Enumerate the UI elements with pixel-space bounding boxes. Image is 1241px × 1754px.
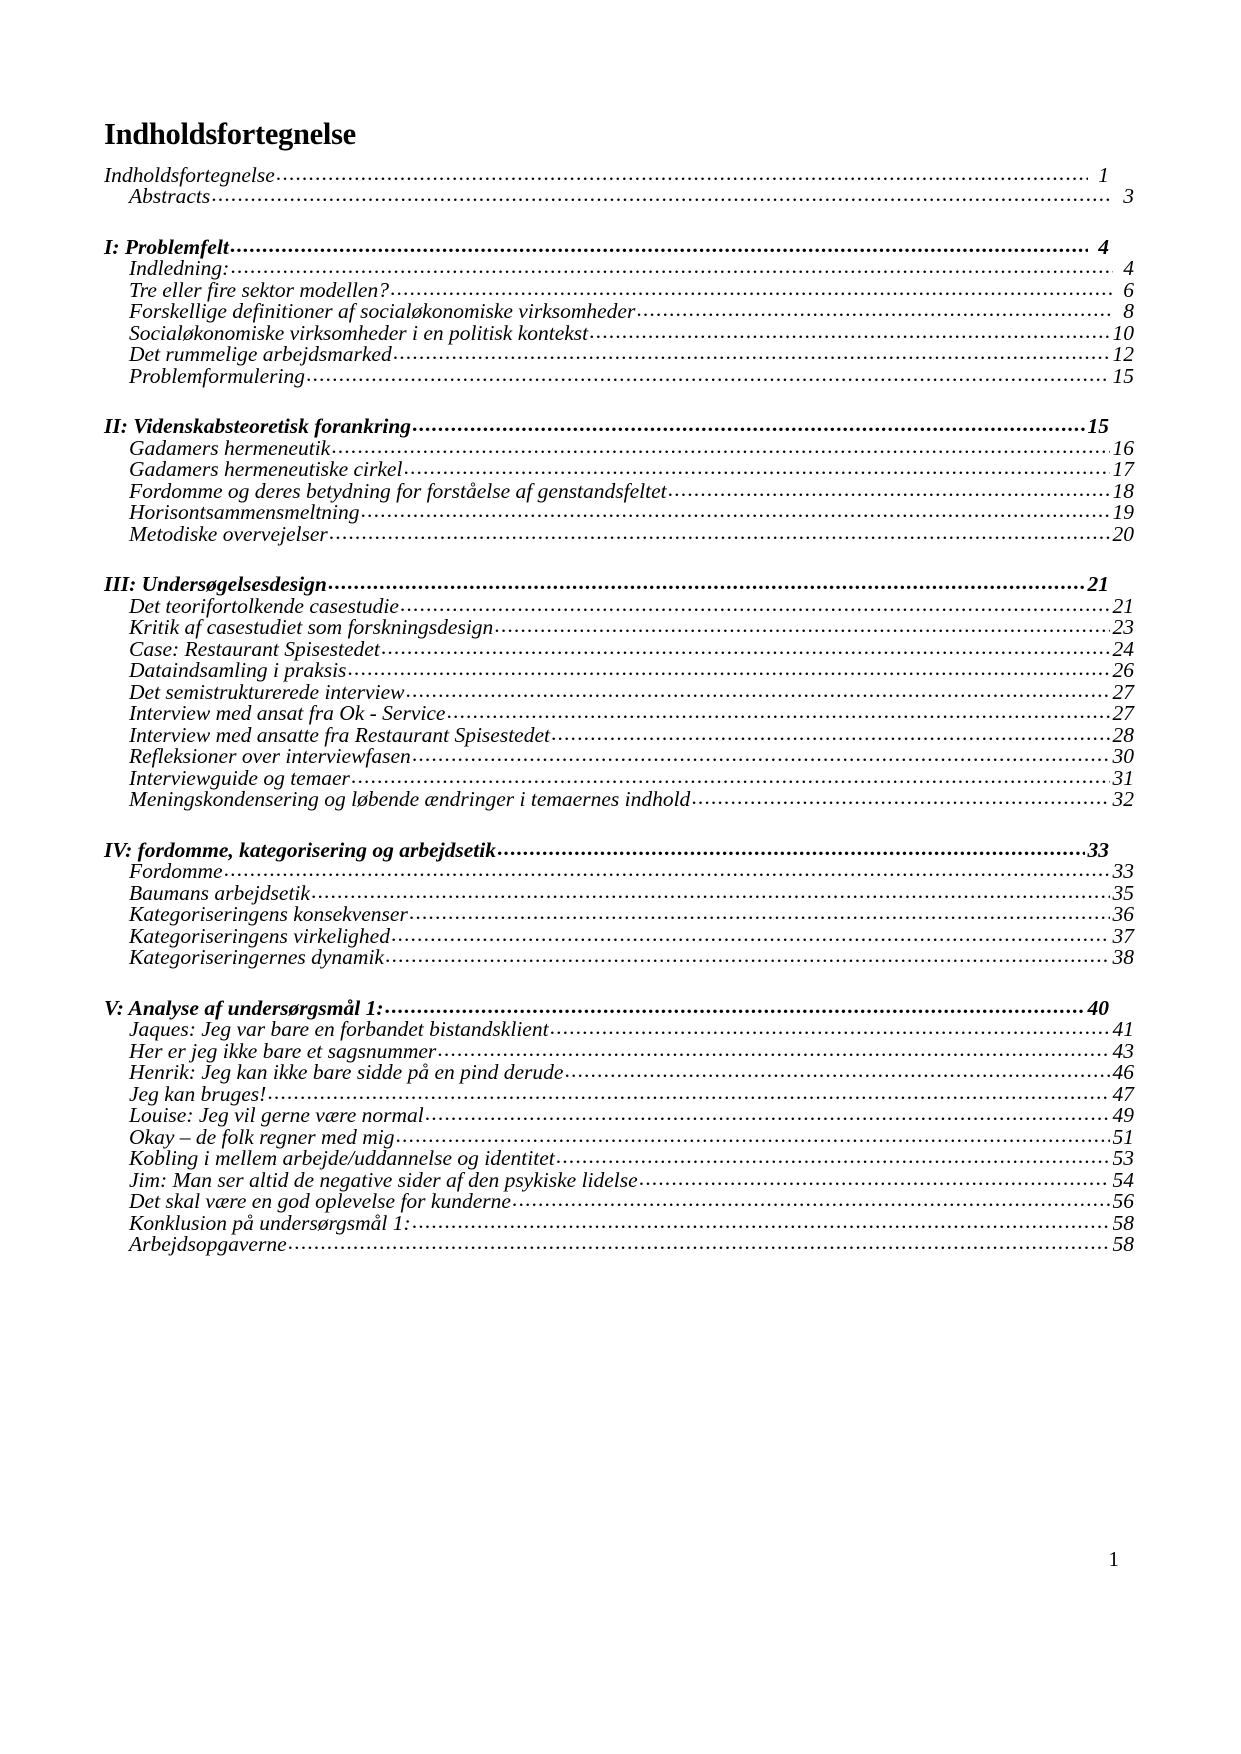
- toc-entry-label: Meningskondensering og løbende ændringer i temaernes indhold: [129, 787, 691, 812]
- toc-entry[interactable]: [104, 416, 1109, 438]
- toc-entry[interactable]: [129, 277, 1134, 302]
- toc-entry-page-number: 37: [1112, 923, 1134, 948]
- toc-leader-dots: [267, 1084, 1109, 1106]
- toc-entry-label: I: Problemfelt: [104, 234, 229, 259]
- toc-entry-label: Det skal være en god oplevelse for kunderne: [129, 1189, 511, 1214]
- toc-entry-page-number: 28: [1112, 722, 1134, 747]
- toc-entry-label: Kategoriseringernes dynamik: [129, 945, 384, 970]
- page-title: Indholdsfortegnelse: [104, 117, 356, 151]
- toc-entry-label: Gadamers hermeneutik: [129, 435, 331, 460]
- toc-entry-page-number: 6: [1123, 277, 1134, 302]
- toc-entry-page-number: 53: [1112, 1146, 1134, 1171]
- toc-entry-page-number: 31: [1112, 765, 1134, 790]
- toc-leader-dots: [437, 1041, 1109, 1063]
- toc-entry-label: Abstracts: [129, 184, 211, 209]
- toc-entry-label: Det semistrukturerede interview: [129, 679, 405, 704]
- toc-content: [104, 117, 1134, 1257]
- toc-entry-page-number: 40: [1087, 995, 1109, 1020]
- toc-entry-page-number: 21: [1112, 593, 1134, 618]
- toc-entry[interactable]: [129, 1081, 1134, 1106]
- toc-entry-page-number: 4: [1123, 256, 1134, 281]
- toc-entry-page-number: 58: [1112, 1232, 1134, 1257]
- toc-leader-dots: [589, 323, 1109, 345]
- toc-entry-page-number: 27: [1112, 701, 1134, 726]
- toc-entry-label: Metodiske overvejelser: [129, 521, 328, 546]
- toc-leader-dots: [306, 366, 1110, 388]
- toc-entry-page-number: 23: [1112, 615, 1134, 640]
- toc-entry-label: Okay – de folk regner med mig: [129, 1124, 395, 1149]
- toc-entry[interactable]: [129, 478, 1134, 503]
- toc-leader-dots: [639, 1170, 1110, 1192]
- toc-entry-label: Her er jeg ikke bare et sagsnummer: [129, 1038, 437, 1063]
- toc-entry-page-number: 49: [1112, 1103, 1134, 1128]
- toc-entry[interactable]: [129, 722, 1134, 747]
- toc-entry-label: Det rummelige arbejdsmarked: [129, 342, 392, 367]
- toc-entry[interactable]: [129, 904, 1134, 926]
- toc-leader-dots: [550, 1019, 1110, 1041]
- toc-leader-dots: [361, 502, 1110, 524]
- toc-entry-page-number: 19: [1112, 500, 1134, 525]
- toc-entry-label: Fordomme: [129, 859, 223, 884]
- toc-entry[interactable]: [129, 593, 1134, 618]
- toc-entry[interactable]: [129, 923, 1134, 948]
- toc-entry-label: Indledning:: [129, 256, 230, 281]
- toc-leader-dots: [412, 416, 1084, 438]
- toc-entry[interactable]: [129, 186, 1134, 208]
- toc-leader-dots: [385, 998, 1085, 1020]
- toc-entry[interactable]: [129, 746, 1134, 768]
- toc-entry-label: Interviewguide og temaer: [129, 765, 350, 790]
- toc-entry[interactable]: [104, 837, 1109, 862]
- toc-entry-page-number: 21: [1087, 572, 1109, 597]
- toc-entry-page-number: 4: [1098, 234, 1109, 259]
- toc-leader-dots: [288, 1234, 1110, 1256]
- toc-entry[interactable]: [129, 1234, 1134, 1256]
- toc-entry[interactable]: [104, 234, 1109, 259]
- table-of-contents: [104, 162, 1134, 1257]
- toc-entry-page-number: 41: [1112, 1017, 1134, 1042]
- toc-entry-page-number: 43: [1112, 1038, 1134, 1063]
- toc-entry[interactable]: [129, 435, 1134, 460]
- toc-entry-label: Kategoriseringens konsekvenser: [129, 902, 408, 927]
- toc-leader-dots: [412, 1213, 1110, 1235]
- toc-entry[interactable]: [129, 861, 1134, 883]
- toc-entry[interactable]: [129, 1148, 1134, 1170]
- toc-entry-label: Henrik: Jeg kan ikke bare sidde på en pind derude: [129, 1060, 564, 1085]
- toc-entry-label: Dataindsamling i praksis: [129, 658, 347, 683]
- toc-entry-page-number: 15: [1087, 414, 1109, 439]
- toc-leader-dots: [230, 237, 1088, 259]
- toc-entry-page-number: 17: [1112, 457, 1134, 482]
- toc-entry[interactable]: [129, 947, 1134, 969]
- toc-entry-page-number: 26: [1112, 658, 1134, 683]
- toc-entry-label: IV: fordomme, kategorisering og arbejdsetik: [104, 837, 496, 862]
- toc-leader-dots: [405, 682, 1109, 704]
- toc-entry-page-number: 30: [1112, 744, 1134, 769]
- toc-entry[interactable]: [129, 1019, 1134, 1041]
- toc-leader-dots: [211, 186, 1113, 208]
- toc-entry-label: Forskellige definitioner af socialøkonomiske virksomheder: [129, 299, 636, 324]
- toc-entry-label: Jaques: Jeg var bare en forbandet bistandsklient: [129, 1017, 549, 1042]
- toc-entry-label: Refleksioner over interviewfasen: [129, 744, 411, 769]
- toc-leader-dots: [351, 768, 1110, 790]
- toc-leader-dots: [409, 904, 1110, 926]
- toc-leader-dots: [668, 481, 1110, 503]
- footer-page-number: 1: [1108, 1547, 1119, 1571]
- toc-leader-dots: [412, 746, 1110, 768]
- toc-entry[interactable]: [129, 765, 1134, 790]
- toc-leader-dots: [400, 596, 1110, 618]
- toc-entry[interactable]: [104, 162, 1109, 187]
- toc-entry[interactable]: [129, 660, 1134, 682]
- toc-entry-label: Kobling i mellem arbejde/uddannelse og identitet: [129, 1146, 555, 1171]
- toc-entry-page-number: 46: [1112, 1060, 1134, 1085]
- toc-entry-page-number: 36: [1112, 902, 1134, 927]
- toc-entry-label: Interview med ansat fra Ok - Service: [129, 701, 446, 726]
- toc-leader-dots: [494, 617, 1109, 639]
- toc-entry-page-number: 33: [1112, 859, 1134, 884]
- toc-leader-dots: [512, 1191, 1110, 1213]
- toc-leader-dots: [311, 883, 1110, 905]
- toc-leader-dots: [276, 165, 1088, 187]
- toc-entry-label: Tre eller fire sektor modellen?: [129, 277, 389, 302]
- toc-entry[interactable]: [129, 1038, 1134, 1063]
- toc-entry-page-number: 47: [1112, 1081, 1134, 1106]
- toc-entry-label: Interview med ansatte fra Restaurant Spisestedet: [129, 722, 550, 747]
- toc-entry-label: Socialøkonomiske virksomheder i en politisk kontekst: [129, 320, 589, 345]
- toc-leader-dots: [551, 725, 1110, 747]
- toc-entry[interactable]: [129, 1062, 1134, 1084]
- toc-entry-label: Konklusion på undersørgsmål 1:: [129, 1210, 411, 1235]
- toc-entry[interactable]: [129, 344, 1134, 366]
- toc-leader-dots: [446, 703, 1109, 725]
- toc-entry-label: Kategoriseringens virkelighed: [129, 923, 390, 948]
- toc-leader-dots: [328, 574, 1085, 596]
- toc-entry[interactable]: [129, 301, 1134, 323]
- toc-entry-page-number: 38: [1112, 945, 1134, 970]
- toc-entry-label: Det teorifortolkende casestudie: [129, 593, 399, 618]
- toc-entry[interactable]: [129, 636, 1134, 661]
- toc-leader-dots: [347, 660, 1109, 682]
- toc-entry-page-number: 8: [1123, 299, 1134, 324]
- toc-entry[interactable]: [129, 1124, 1134, 1149]
- toc-leader-dots: [230, 258, 1113, 280]
- toc-entry[interactable]: [129, 363, 1134, 388]
- toc-leader-dots: [403, 459, 1109, 481]
- toc-leader-dots: [556, 1148, 1110, 1170]
- toc-entry-label: Horisontsammensmeltning: [129, 500, 360, 525]
- toc-leader-dots: [564, 1062, 1109, 1084]
- toc-entry-label: V: Analyse af undersørgsmål 1:: [104, 995, 384, 1020]
- toc-entry-page-number: 33: [1087, 837, 1109, 862]
- toc-leader-dots: [329, 524, 1110, 546]
- toc-entry[interactable]: [129, 703, 1134, 725]
- toc-entry-page-number: 58: [1112, 1210, 1134, 1235]
- toc-entry[interactable]: [129, 617, 1134, 639]
- toc-leader-dots: [396, 1127, 1110, 1149]
- toc-entry-page-number: 12: [1112, 342, 1134, 367]
- toc-entry-page-number: 35: [1112, 880, 1134, 905]
- toc-entry[interactable]: [129, 258, 1134, 280]
- toc-entry[interactable]: [129, 880, 1134, 905]
- toc-leader-dots: [385, 947, 1110, 969]
- toc-entry[interactable]: [129, 1191, 1134, 1213]
- toc-entry[interactable]: [129, 1210, 1134, 1235]
- toc-entry[interactable]: [129, 502, 1134, 524]
- toc-leader-dots: [390, 280, 1113, 302]
- toc-entry[interactable]: [129, 789, 1134, 811]
- toc-entry-page-number: 56: [1112, 1189, 1134, 1214]
- toc-entry-page-number: 16: [1112, 435, 1134, 460]
- toc-entry-label: Jeg kan bruges!: [129, 1081, 267, 1106]
- toc-entry-page-number: 18: [1112, 478, 1134, 503]
- toc-entry-page-number: 32: [1112, 787, 1134, 812]
- toc-entry-label: Problemformulering: [129, 363, 305, 388]
- toc-entry-page-number: 3: [1123, 184, 1134, 209]
- toc-entry[interactable]: [104, 995, 1109, 1020]
- toc-entry-label: Louise: Jeg vil gerne være normal: [129, 1103, 424, 1128]
- toc-leader-dots: [691, 789, 1109, 811]
- toc-entry[interactable]: [129, 1167, 1134, 1192]
- toc-entry[interactable]: [129, 320, 1134, 345]
- toc-entry[interactable]: [129, 1105, 1134, 1127]
- toc-entry-page-number: 20: [1112, 521, 1134, 546]
- toc-leader-dots: [497, 840, 1085, 862]
- toc-entry-page-number: 15: [1112, 363, 1134, 388]
- toc-entry-label: Fordomme og deres betydning for forståelse af genstandsfeltet: [129, 478, 667, 503]
- toc-entry-page-number: 27: [1112, 679, 1134, 704]
- toc-entry[interactable]: [129, 521, 1134, 546]
- toc-leader-dots: [381, 639, 1110, 661]
- toc-entry-label: Baumans arbejdsetik: [129, 880, 310, 905]
- toc-entry[interactable]: [129, 679, 1134, 704]
- toc-entry-page-number: 24: [1112, 636, 1134, 661]
- toc-leader-dots: [393, 344, 1110, 366]
- toc-entry-label: Indholdsfortegnelse: [104, 162, 275, 187]
- toc-entry-page-number: 54: [1112, 1167, 1134, 1192]
- toc-entry-page-number: 1: [1098, 162, 1109, 187]
- toc-entry-page-number: 51: [1112, 1124, 1134, 1149]
- toc-entry-label: Case: Restaurant Spisestedet: [129, 636, 380, 661]
- toc-entry-page-number: 10: [1112, 320, 1134, 345]
- toc-entry-label: Gadamers hermeneutiske cirkel: [129, 457, 403, 482]
- toc-entry-label: Kritik af casestudiet som forskningsdesign: [129, 615, 494, 640]
- toc-entry-label: Arbejdsopgaverne: [129, 1232, 287, 1257]
- toc-leader-dots: [331, 438, 1109, 460]
- toc-entry[interactable]: [104, 574, 1109, 596]
- toc-entry[interactable]: [129, 459, 1134, 481]
- toc-leader-dots: [425, 1105, 1110, 1127]
- toc-leader-dots: [391, 926, 1110, 948]
- toc-entry-label: III: Undersøgelsesdesign: [104, 572, 327, 597]
- toc-leader-dots: [224, 861, 1110, 883]
- toc-leader-dots: [636, 301, 1113, 323]
- toc-entry-label: II: Videnskabsteoretisk forankring: [104, 414, 412, 439]
- toc-entry-label: Jim: Man ser altid de negative sider af den psykiske lidelse: [129, 1167, 638, 1192]
